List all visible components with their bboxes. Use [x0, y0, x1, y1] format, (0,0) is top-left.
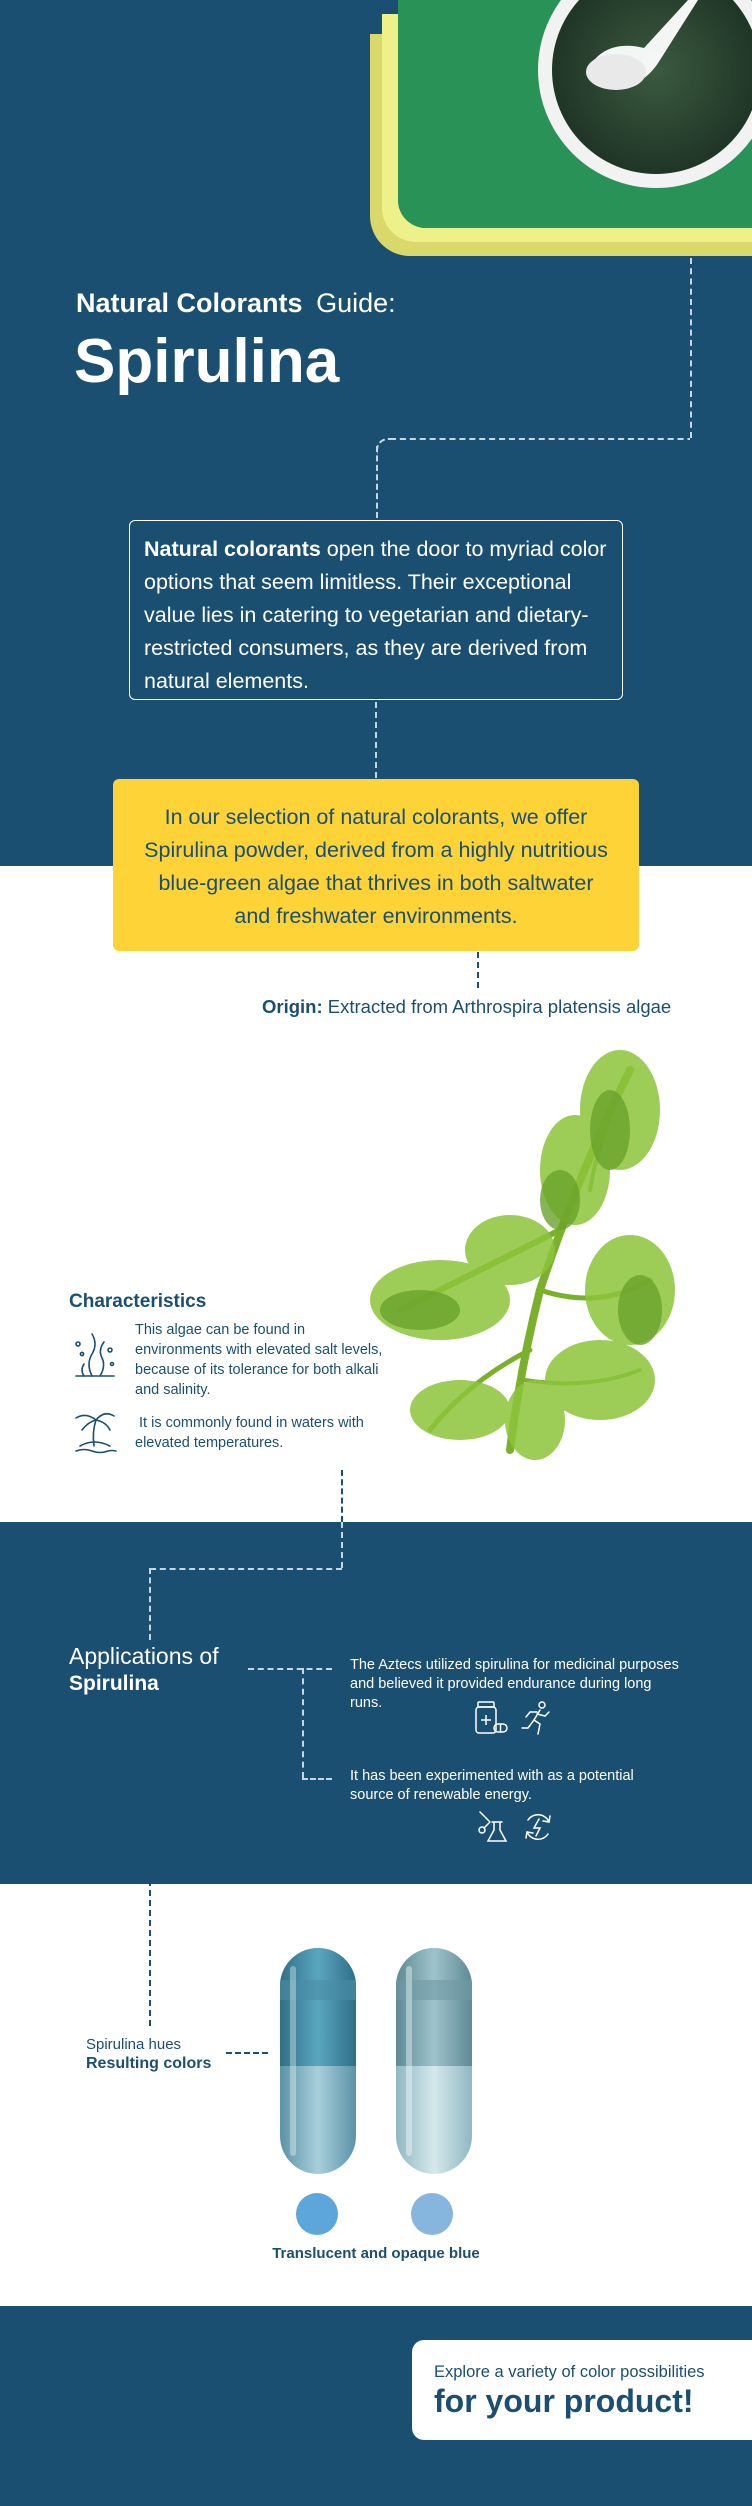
characteristics-title: Characteristics — [69, 1291, 207, 1312]
connector-line — [149, 1710, 151, 2026]
applications-title-line1: Applications of — [69, 1643, 219, 1669]
results-section — [0, 1884, 752, 2306]
page-kicker — [76, 288, 396, 319]
capsule-translucent — [278, 1946, 358, 2176]
results-caption: Translucent and opaque blue — [272, 2245, 480, 2262]
footer-line2: for your product! — [434, 2383, 694, 2419]
highlight-box — [113, 779, 639, 951]
spirulina-bowl-icon — [398, 0, 752, 228]
connector-line — [302, 1668, 304, 1778]
connector-line — [302, 1778, 332, 1780]
applications-title-line2: Spirulina — [69, 1672, 159, 1695]
runner-icon — [520, 1700, 552, 1736]
page-title: Spirulina — [74, 327, 340, 396]
hero-image — [398, 0, 752, 228]
connector-line — [341, 1470, 343, 1522]
kicker-bold: Natural Colorants — [76, 288, 303, 318]
results-label-small: Spirulina hues — [86, 2036, 182, 2053]
characteristic-text: This algae can be found in environments with elevated salt levels, because of its tolerance for both alkali and salinity. — [135, 1322, 383, 1398]
algae-image — [360, 1050, 690, 1470]
connector-line — [248, 1668, 332, 1670]
palm-island-icon — [72, 1406, 118, 1456]
connector-line — [150, 1568, 342, 1570]
origin-text: Extracted from Arthrospira platensis algae — [322, 996, 672, 1017]
application-text: The Aztecs utilized spirulina for medicinal purposes and believed it provided endurance during long runs. — [350, 1657, 679, 1711]
intro-box — [129, 520, 623, 700]
connector-line — [477, 952, 479, 988]
applications-title — [69, 1642, 219, 1698]
color-swatch-opaque — [411, 2193, 453, 2235]
capsule-opaque — [394, 1946, 474, 2176]
highlight-text: In our selection of natural colorants, we offer Spirulina powder, derived from a highly nutritious blue-green algae that thrives in both saltwater and freshwater environments. — [144, 805, 608, 928]
application-text: It has been experimented with as a potential source of renewable energy. — [350, 1768, 634, 1803]
intro-text: open the door to myriad color options that seem limitless. Their exceptional value lies in catering to vegetarian and dietary-restricted consumers, as they are derived from natural elements. — [144, 537, 607, 693]
connector-line — [376, 446, 378, 518]
connector-line — [341, 1522, 343, 1568]
kicker-rest: Guide: — [316, 288, 396, 318]
connector-line — [149, 1568, 151, 1640]
characteristic-text: It is commonly found in waters with elevated temperatures. — [135, 1415, 368, 1451]
results-label — [86, 2036, 211, 2074]
footer-cta-box — [412, 2340, 752, 2440]
origin-label: Origin: — [262, 996, 323, 1017]
connector-line — [375, 702, 377, 778]
footer-line1: Explore a variety of color possibilities — [434, 2363, 705, 2381]
results-label-bold: Resulting colors — [86, 2055, 212, 2072]
connector-line — [388, 438, 690, 440]
intro-bold: Natural colorants — [144, 537, 321, 561]
medicine-bottle-icon — [474, 1700, 508, 1736]
renewable-energy-icon — [522, 1810, 554, 1844]
flask-icon — [476, 1810, 508, 1844]
origin-line — [262, 996, 671, 1018]
color-swatch-translucent — [296, 2193, 338, 2235]
connector-line — [690, 258, 692, 438]
seaweed-icon — [72, 1330, 118, 1378]
connector-line — [226, 2052, 268, 2054]
